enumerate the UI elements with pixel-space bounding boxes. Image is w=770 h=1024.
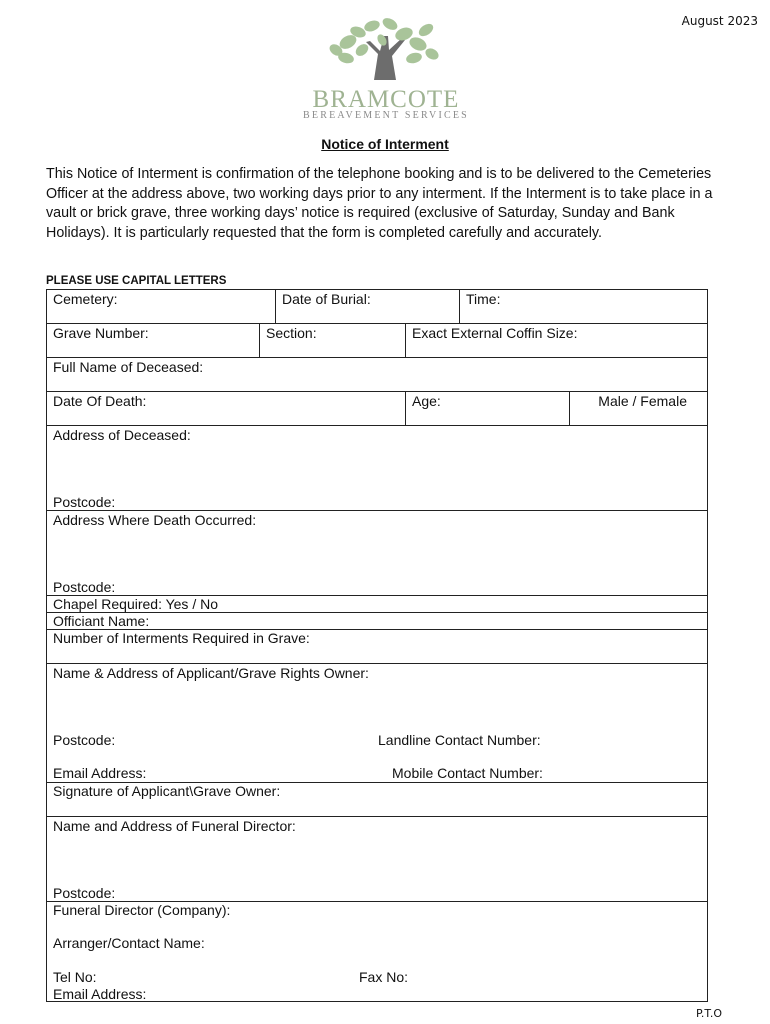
page-title: Notice of Interment — [321, 136, 449, 152]
funeral-director-postcode-label: Postcode: — [53, 885, 116, 901]
row-chapel — [46, 595, 708, 612]
signature-label: Signature of Applicant\Grave Owner: — [53, 783, 281, 799]
row-address-deceased — [46, 425, 708, 510]
address-deceased-label: Address of Deceased: — [53, 427, 191, 443]
row-fd-company — [46, 901, 708, 1002]
age-field[interactable] — [405, 392, 569, 425]
address-deceased-field[interactable] — [47, 426, 707, 510]
funeral-director-field[interactable] — [47, 817, 707, 901]
row-grave — [46, 323, 708, 357]
fd-company-label: Funeral Director (Company): — [53, 902, 231, 918]
interments-label: Number of Interments Required in Grave: — [53, 630, 310, 646]
fd-email-label: Email Address: — [53, 986, 147, 1002]
fd-company-field[interactable] — [47, 902, 707, 1001]
logo-subtitle: BEREAVEMENT SERVICES — [303, 110, 469, 121]
full-name-label: Full Name of Deceased: — [53, 359, 204, 375]
tel-label: Tel No: — [53, 969, 97, 985]
address-death-label: Address Where Death Occurred: — [53, 512, 257, 528]
row-cemetery — [46, 289, 708, 323]
row-officiant — [46, 612, 708, 629]
please-turn-over: P.T.O — [696, 1007, 722, 1020]
document-date: August 2023 — [681, 14, 758, 28]
date-of-death-label: Date Of Death: — [53, 393, 147, 409]
coffin-size-label: Exact External Coffin Size: — [412, 325, 578, 341]
capital-letters-note: PLEASE USE CAPITAL LETTERS — [46, 275, 227, 287]
funeral-director-label: Name and Address of Funeral Director: — [53, 818, 296, 834]
applicant-label: Name & Address of Applicant/Grave Rights Owner: — [53, 665, 369, 681]
intro-paragraph: This Notice of Interment is confirmation of the telephone booking and is to be delivered to the Cemeteries Officer at the address above, two working days prior to any interment. If the Interment is to take place in a vault or brick grave, three working days’ notice is required (exclusive of Saturday, Sunday and Bank Holidays). It is particularly requested that the form is completed carefully and accurately. — [46, 166, 713, 242]
address-death-postcode-label: Postcode: — [53, 579, 116, 595]
officiant-label: Officiant Name: — [53, 613, 150, 629]
date-of-burial-label: Date of Burial: — [282, 291, 371, 307]
cemetery-field[interactable] — [47, 290, 275, 323]
row-full-name — [46, 357, 708, 391]
time-label: Time: — [466, 291, 501, 307]
applicant-email-label: Email Address: — [53, 765, 147, 781]
interment-form — [46, 289, 708, 1002]
grave-number-field[interactable] — [47, 324, 259, 357]
full-name-field[interactable] — [47, 358, 707, 391]
row-signature — [46, 782, 708, 816]
address-death-field[interactable] — [47, 511, 707, 595]
time-field[interactable] — [459, 290, 707, 323]
landline-label: Landline Contact Number: — [378, 732, 541, 748]
row-funeral-director — [46, 816, 708, 901]
row-interments — [46, 629, 708, 663]
signature-field[interactable] — [47, 783, 707, 816]
date-of-burial-field[interactable] — [275, 290, 459, 323]
officiant-field[interactable] — [47, 613, 707, 629]
chapel-label: Chapel Required: Yes / No — [53, 596, 218, 612]
arranger-label: Arranger/Contact Name: — [53, 935, 205, 951]
logo-brand: BRAMCOTE — [312, 86, 460, 113]
mobile-label: Mobile Contact Number: — [392, 765, 543, 781]
address-deceased-postcode-label: Postcode: — [53, 494, 116, 510]
fax-label: Fax No: — [359, 969, 409, 985]
section-label: Section: — [266, 325, 317, 341]
age-label: Age: — [412, 393, 441, 409]
chapel-field[interactable] — [47, 596, 707, 612]
row-applicant — [46, 663, 708, 782]
cemetery-label: Cemetery: — [53, 291, 118, 307]
row-address-death — [46, 510, 708, 595]
tree-icon — [286, 14, 486, 86]
gender-label: Male / Female — [598, 393, 687, 409]
bramcote-logo — [286, 14, 486, 124]
section-field[interactable] — [259, 324, 405, 357]
date-of-death-field[interactable] — [47, 392, 405, 425]
row-date-of-death — [46, 391, 708, 425]
gender-field[interactable] — [569, 392, 707, 425]
coffin-size-field[interactable] — [405, 324, 707, 357]
applicant-postcode-label: Postcode: — [53, 732, 116, 748]
interments-field[interactable] — [47, 630, 707, 663]
grave-number-label: Grave Number: — [53, 325, 149, 341]
applicant-field[interactable] — [47, 664, 707, 782]
